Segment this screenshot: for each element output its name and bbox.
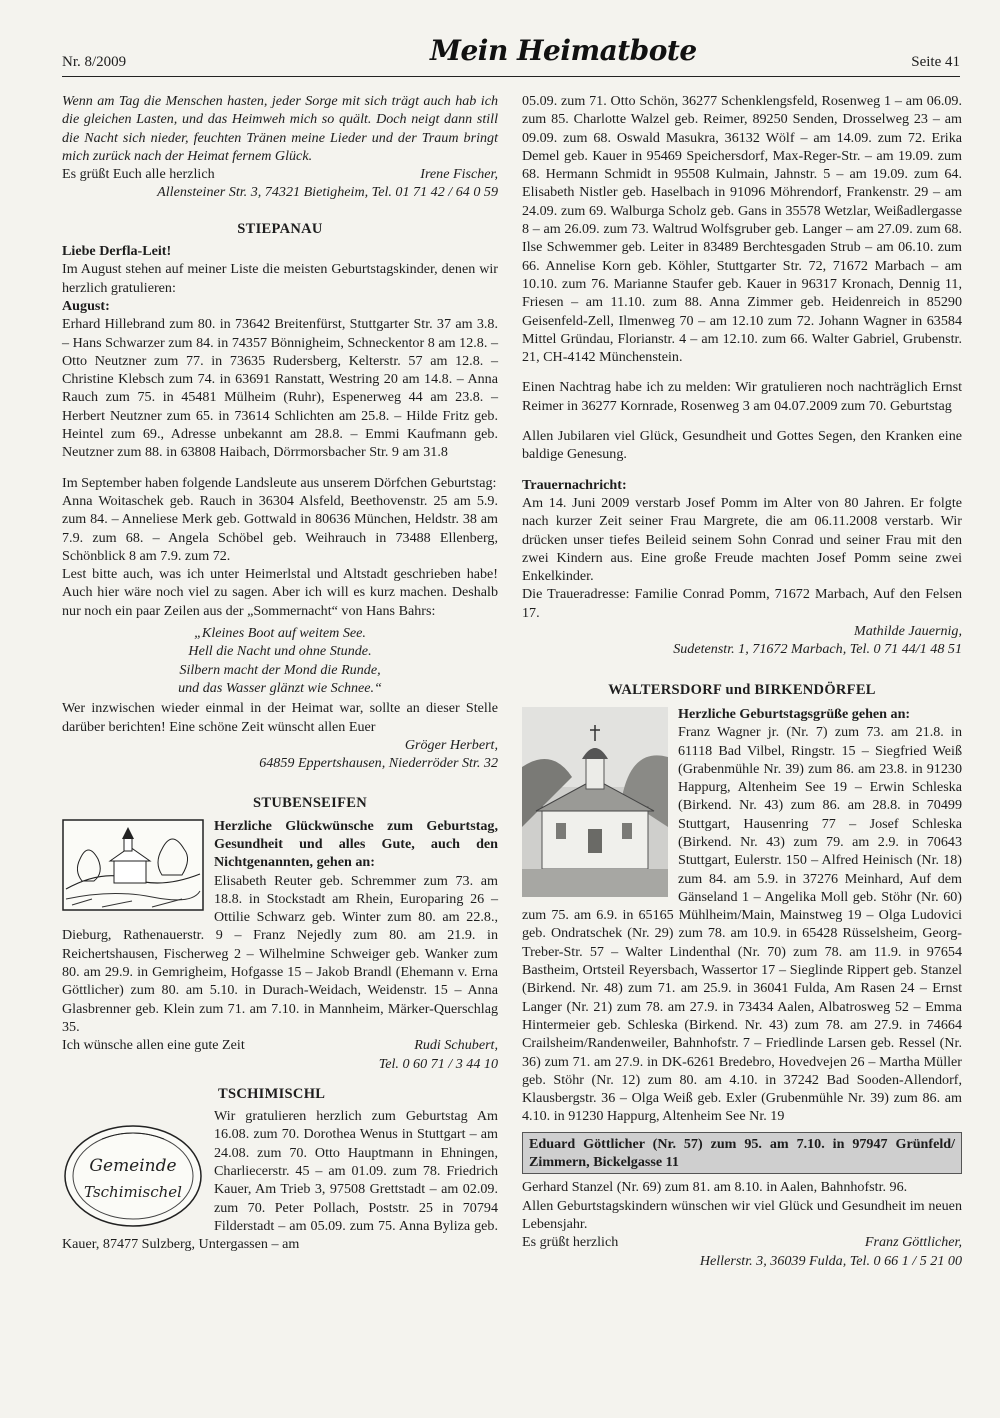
paragraph-traueradresse: Die Traueradresse: Familie Conrad Pomm, 71672 Marbach, Auf den Felsen 17. bbox=[522, 586, 962, 621]
section-heading-stiepanau: STIEPANAU bbox=[237, 220, 323, 237]
spacer bbox=[522, 415, 962, 427]
signature-address: 64859 Eppertshausen, Niederröder Str. 32 bbox=[259, 755, 498, 772]
section-stubenseifen bbox=[62, 817, 498, 1037]
subheading-august: August: bbox=[62, 297, 110, 314]
poem-line: „Kleines Boot auf weitem See. bbox=[194, 625, 366, 642]
paragraph-trauer: Am 14. Juni 2009 verstarb Josef Pomm im Alter von 80 Jahren. Er folgte nach kurzer Zeit seiner Frau Margrete, die am 06.11.2008 verstarb. Wir drücken unser tiefes Beileid seinem Sohn Conrad und seiner Frau mit den zwei Kindern aus. Eine große Freude machten Josef Pomm seine zwei Enkelkinder. bbox=[522, 494, 962, 585]
signature-address: Sudetenstr. 1, 71672 Marbach, Tel. 0 71 44/1 48 51 bbox=[673, 641, 962, 658]
left-column bbox=[62, 92, 498, 1254]
paragraph-lest: Lest bitte auch, was ich unter Heimerlstal und Altstadt geschrieben habe! Auch hier wäre noch viel zu sagen. Aber ich will es kurz machen. Deshalb nur noch ein paar Zeilen aus der „Sommernacht“ von Hans Bahrs: bbox=[62, 566, 498, 619]
birthday-list-august: Erhard Hillebrand zum 80. in 73642 Breitenfürst, Stuttgarter Str. 37 am 3.8. – Hans Schwarzer zum 84. in 74357 Bönnigheim, Schneckentor 8 am 12.8. – Otto Neutzner zum 77. in 73635 Rudersberg, Kelterstr. 57 am 12.8. – Christine Klebsch zum 74. in 63691 Ranstatt, Westring 20 am 14.8. – Anna Rauch zum 75. in 45481 Mülheim (Ruhr), Espenerweg 44 am 23.8. – Herbert Neutzner zum 65. in 73614 Schlichten am 25.8. – Hilde Fritz geb. Heintel zum 69., Adresse unbekannt am 28.8. – Emmi Kaufmann geb. Neutzner zum 88. in 63808 Haibach, Dörrmorsbacher Str. 9 am 31.8 bbox=[62, 316, 498, 461]
spacer bbox=[522, 464, 962, 476]
signature-address: Hellerstr. 3, 36039 Fulda, Tel. 0 66 1 / 5 21 00 bbox=[699, 1252, 962, 1269]
intro-september: Im September haben folgende Landsleute aus unserem Dörfchen Geburtstag: bbox=[62, 474, 497, 491]
birthday-list-tschimischl: Wir gratulieren herzlich zum Geburtstag Am 16.08. zum 70. Dorothea Wenus in Stuttgart – am 24.08. zum 70. Otto Hauptmann in Ehningen, Charliecerstr. 45 – am 01.09. zum 78. Friedrich Kauer, Am Trieb 3, 97508 Grettstadt – am 02.09. zum 70. Peter Pollach, Poststr. 25 in 70794 Filderstadt – am 05.09. zum 75. Anna Byliza geb. Kauer, 87477 Sulzberg, Untergassen – am bbox=[62, 1108, 498, 1253]
chapel-illustration bbox=[62, 819, 204, 911]
poem-line: und das Wasser glänzt wie Schnee.“ bbox=[178, 679, 382, 696]
signature-address: Allensteiner Str. 3, 74321 Bietigheim, Tel. 01 71 42 / 64 0 59 bbox=[157, 184, 498, 201]
spacer bbox=[522, 366, 962, 378]
birthday-list-stubenseifen: Elisabeth Reuter geb. Schremmer zum 73. am 18.8. in Stockstadt am Rhein, Europaring 26 – Ottilie Schwarz geb. Winter zum 80. am 22.8., Dieburg, Rathenauerstr. 9 – Franz Nejedly zum 80. am 21.9. in Reichertshausen, Fischerweg 2 – Wilhelmine Schweiger geb. Wanker zum 80. am 29.9. in Gemrigheim, Hofgasse 15 – Jakob Brandl (Ehemann v. Erna Göttlicher) zum 80. am 5.10. in Durach-Weidach, Weidenstr. 15 – Anna Glasbrenner geb. Klein zum 71. am 7.10. in Mannheim, Märker-Querschlag 35. bbox=[62, 872, 498, 1035]
seal-text-line1: Gemeinde bbox=[89, 1156, 177, 1177]
paragraph-nachtrag: Einen Nachtrag habe ich zu melden: Wir gratulieren noch nachträglich Ernst Reimer in 36277 Kornrade, Rosenweg 3 am 04.07.2009 zum 70. Geburtstag bbox=[522, 379, 962, 414]
signature-name: Mathilde Jauernig, bbox=[853, 623, 962, 640]
page-header bbox=[62, 34, 960, 77]
salutation: Liebe Derfla-Leit! bbox=[62, 243, 172, 260]
signature-fischer bbox=[62, 165, 498, 183]
section-heading-stubenseifen: STUBENSEIFEN bbox=[253, 795, 367, 812]
issue-number: Nr. 8/2009 bbox=[62, 54, 127, 70]
signature-name: Gröger Herbert, bbox=[404, 736, 498, 753]
poem-intro: Wenn am Tag die Menschen hasten, jeder Sorge mit sich trägt auch hab ich die gleichen Lasten, und das Heimweh mich so quält. Doch neigt dann still die Nacht sich nieder, feuchten Tränen meine Lieder und der Traum bringt mich zurück nach der Heimat fernem Glück. bbox=[62, 93, 498, 164]
signature-name: Rudi Schubert, bbox=[414, 1037, 498, 1054]
signature-name: Irene Fischer, bbox=[420, 166, 498, 183]
masthead-logo: Mein Heimatbote bbox=[430, 34, 697, 67]
poem-line: Silbern macht der Mond die Runde, bbox=[179, 661, 381, 678]
birthday-list-september: Anna Woitaschek geb. Rauch in 36304 Alsfeld, Beethovenstr. 25 am 5.9. zum 84. – Anneliese Merk geb. Gottwald in 80636 München, Heldstr. 38 am 7.9. zum 68. – Angela Schöbel geb. Weihrauch in 73488 Ellenberg, Schönblick 8 am 7.9. zum 72. bbox=[62, 492, 498, 564]
signature-goettlicher bbox=[522, 1233, 962, 1251]
birthday-list-waltersdorf: Franz Wagner jr. (Nr. 7) zum 73. am 21.8. in 61118 Bad Vilbel, Ringstr. 15 – Siegfried Weiß (Grabenmühle Nr. 39) zum 86. am 23.8. in 91230 Happurg, Altenheim See 19 – Erwin Schleska (Birkend. Nr. 43) zum 86. am 28.8. in 70499 Stuttgart, Hausenring 77 – Josef Schleska (Birkend. Nr. 43) zum 79. am 2.9. in 70643 Stuttgart, Eulerstr. 150 – Alfred Heinisch (Nr. 18) zum 84. am 5.9. in 37276 Meinhard, Auf dem Gänseland 1 – Angelika Moll geb. Stöhr (Nr. 60) zum 75. am 6.9. in 65165 Mühlheim/Main, Mainstweg 19 – Olga Ludovici geb. Ondratschek (Nr. 29) zum 78. am 10.9. in 65428 Rüsselsheim, Georg-Treber-Str. 57 – Walter Lindenthal (Nr. 70) zum 78. am 11.9. in 97654 Bastheim, Ortsteil Reyersbach, Wassertor 17 – Sieglinde Rippert geb. Stanzel (Birkend. Nr. 48) zum 71. am 25.9. in 36041 Fulda, Am Rasen 24 – Ernst Langer (Nr. 21) zum 78. am 27.9. in 73434 Aalen, Albatrosweg 52 – Emma Hintermeier geb. Schleska (Birkend. Nr. 43) zum 78. am 27.9. in 74664 Crailsheim/Randenweiler, Bahnhofstr. 7 – Friedlinde Larsen geb. Ressel (Nr. 36) zum 71. am 27.9. in DK-6261 Bredebro, Hovedvejen 26 – Martha Müller geb. Stöhr (Nr. 12) zum 80. am 4.10. in 37242 Bad Sooden-Allendorf, Klausbergstr. 36 – Olga Weiß geb. Exler (Grubenmühle Nr. 39) zum 86. am 4.10. in 91230 Happurg, Altenheim See Nr. 19 bbox=[522, 724, 962, 1125]
paragraph-wer: Wer inzwischen wieder einmal in der Heimat war, sollte an dieser Stelle darüber berichten! Eine schöne Zeit wünscht allen Euer bbox=[62, 700, 498, 735]
signature-name: Franz Göttlicher, bbox=[864, 1234, 962, 1251]
stubenseifen-heading-text: Herzliche Glückwünsche zum Geburtstag, Gesundheit und alles Gute, auch den Nichtgenannten, gehen an: bbox=[214, 817, 498, 871]
intro-august: Im August stehen auf meiner Liste die meisten Geburtstagskinder, denen wir herzlich gratulieren: bbox=[62, 261, 498, 296]
signature-schubert bbox=[62, 1036, 498, 1054]
poem-quote bbox=[62, 624, 498, 697]
paragraph-gerhard: Gerhard Stanzel (Nr. 69) zum 81. am 8.10. in Aalen, Bahnhofstr. 96. bbox=[522, 1179, 908, 1196]
paragraph-allen: Allen Jubilaren viel Glück, Gesundheit und Gottes Segen, den Kranken eine baldige Genesung. bbox=[522, 428, 962, 463]
church-photo bbox=[522, 707, 668, 897]
section-heading-waltersdorf: WALTERSDORF und BIRKENDÖRFEL bbox=[608, 681, 876, 698]
greeting: Es grüßt herzlich bbox=[522, 1234, 619, 1251]
highlight-box bbox=[522, 1132, 962, 1175]
seal-text-line2: Tschimischel bbox=[84, 1183, 182, 1202]
birthday-list-continued: 05.09. zum 71. Otto Schön, 36277 Schenklengsfeld, Rosenweg 1 – am 06.09. zum 85. Charlotte Walzel geb. Reimer, 89250 Senden, Drosselweg 23 – am 09.09. zum 68. Oswald Masukra, 36132 Wölf – am 14.09. zum 72. Erika Demel geb. Kauer in 95469 Speichersdorf, Max-Reger-Str. – am 19.09. zum 68. Hermann Schmidt in 95508 Kulmain, Jahnstr. 5 – am 19.09. zum 64. Elisabeth Nistler geb. Haselbach in 91096 Möhrendorf, Frankenstr. 29 – am 24.09. zum 69. Walburga Scholz geb. Gans in 35578 Wetzlar, Weißadlergasse 8 – am 26.09. zum 73. Waltrud Wolfsgruber geb. Langer – am 27.09. zum 68. Ilse Schwemmer geb. Leiter in 83489 Berchtesgaden Strub – am 06.10. zum 66. Annelise Korn geb. Köhler, Stuttgarter Str. 72, 71672 Marbach – am 10.10. zum 76. Marianne Staufer geb. Kauer in 96317 Kronach, Dennig 11, Friesen – am 11.10. zum 88. Anna Zimmer geb. Heidenreich in 85290 Geisenfeld-Zell, Ilmenweg 70 – am 12.10 zum 72. Johann Wagner in 63584 Mittel Gründau, Florianstr. 4 – am 12.10. zum 66. Walter Gabriel, Grubenstr. 21, CH-4142 Münchenstein. bbox=[522, 93, 962, 366]
section-waltersdorf bbox=[522, 705, 962, 1126]
highlight-text: Eduard Göttlicher (Nr. 57) zum 95. am 7.10. in 97947 Grünfeld/ Zimmern, Bickelgasse 11 bbox=[529, 1135, 955, 1171]
paragraph-allen-geburtstag: Allen Geburtstagskindern wünschen wir viel Glück und Gesundheit im neuen Lebensjahr. bbox=[522, 1197, 962, 1232]
subheading-trauer: Trauernachricht: bbox=[522, 476, 627, 493]
greeting: Es grüßt Euch alle herzlich bbox=[62, 166, 215, 183]
signature-phone: Tel. 0 60 71 / 3 44 10 bbox=[378, 1055, 498, 1072]
section-heading-tschimischl: TSCHIMISCHL bbox=[218, 1085, 326, 1102]
section-tschimischl bbox=[62, 1107, 498, 1253]
waltersdorf-heading-text: Herzliche Geburtstagsgrüße gehen an: bbox=[678, 705, 911, 722]
poem-line: Hell die Nacht und ohne Stunde. bbox=[188, 643, 372, 660]
community-seal bbox=[62, 1121, 204, 1231]
spacer bbox=[62, 462, 498, 474]
right-column bbox=[522, 92, 962, 1270]
page-number: Seite 41 bbox=[911, 54, 960, 70]
greeting: Ich wünsche allen eine gute Zeit bbox=[62, 1037, 245, 1054]
